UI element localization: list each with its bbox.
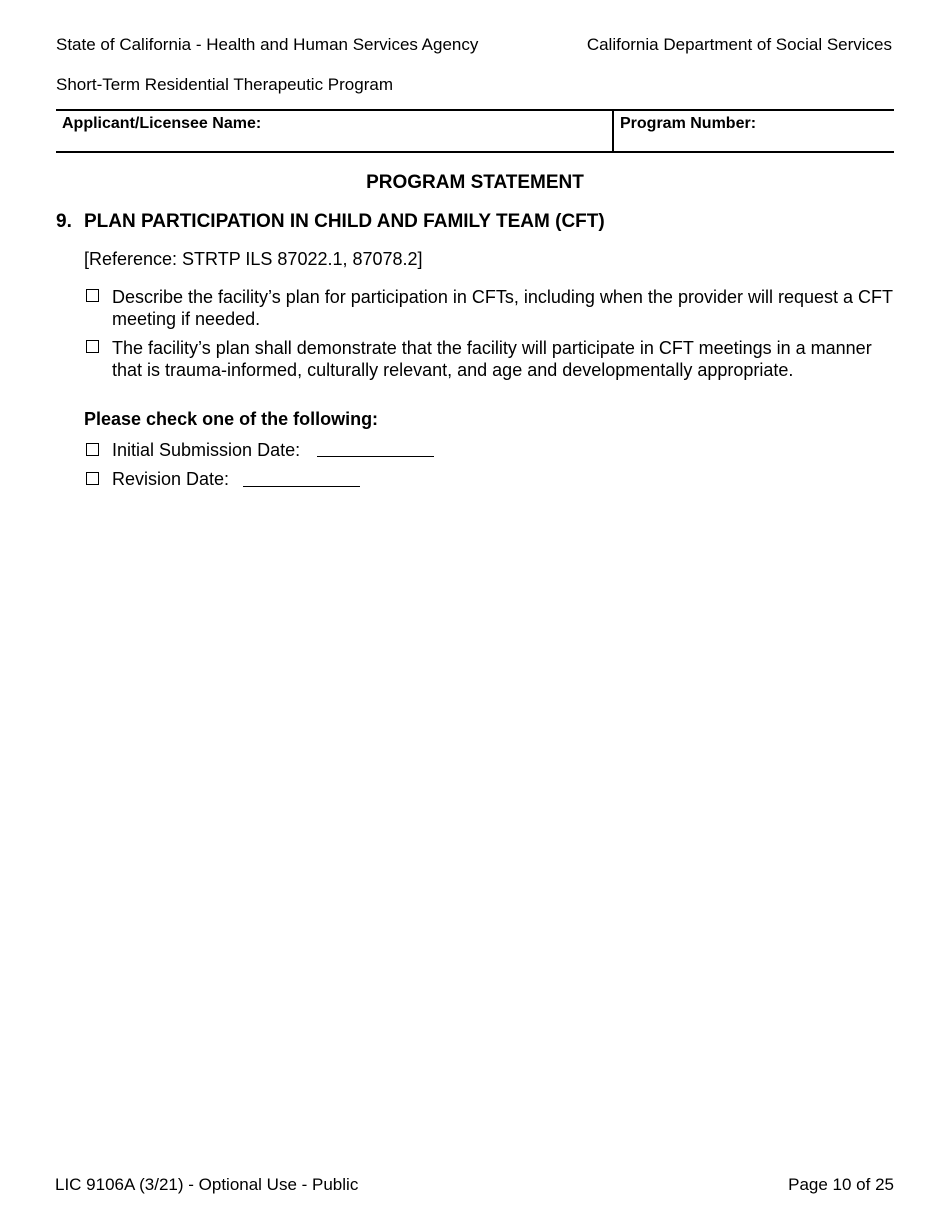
- applicant-name-cell[interactable]: [56, 111, 614, 151]
- section-title: PLAN PARTICIPATION IN CHILD AND FAMILY TEAM (CFT): [84, 211, 605, 232]
- section-number: 9.: [56, 211, 72, 232]
- item-2-text: The facility’s plan shall demonstrate that the facility will participate in CFT meetings in a manner that is trauma-informed, culturally relevant, and age and developmentally appropriate.: [112, 338, 872, 380]
- program-number-cell[interactable]: [614, 111, 894, 151]
- item-1-text: Describe the facility’s plan for participation in CFTs, including when the provider will request a CFT meeting if needed.: [112, 287, 893, 329]
- revision-checkbox[interactable]: [86, 472, 99, 485]
- item-2-checkbox[interactable]: [86, 340, 99, 353]
- applicant-info-table: [56, 109, 894, 153]
- revision-date-field[interactable]: [243, 486, 360, 487]
- initial-submission-label: Initial Submission Date:: [112, 440, 301, 460]
- initial-submission-date-field[interactable]: [317, 456, 434, 457]
- program-number-label: Program Number:: [620, 115, 757, 132]
- agency-name: State of California - Health and Human Services Agency: [56, 35, 479, 54]
- submission-type-heading: Please check one of the following:: [84, 409, 379, 429]
- applicant-name-label: Applicant/Licensee Name:: [62, 115, 262, 132]
- document-title: PROGRAM STATEMENT: [366, 172, 584, 193]
- page-number: Page 10 of 25: [788, 1175, 894, 1194]
- revision-label: Revision Date:: [112, 469, 230, 489]
- form-identifier: LIC 9106A (3/21) - Optional Use - Public: [55, 1175, 359, 1194]
- initial-submission-checkbox[interactable]: [86, 443, 99, 456]
- department-name: California Department of Social Services: [586, 35, 892, 54]
- program-name: Short-Term Residential Therapeutic Program: [56, 75, 393, 94]
- item-1-checkbox[interactable]: [86, 289, 99, 302]
- section-reference: [Reference: STRTP ILS 87022.1, 87078.2]: [84, 249, 423, 269]
